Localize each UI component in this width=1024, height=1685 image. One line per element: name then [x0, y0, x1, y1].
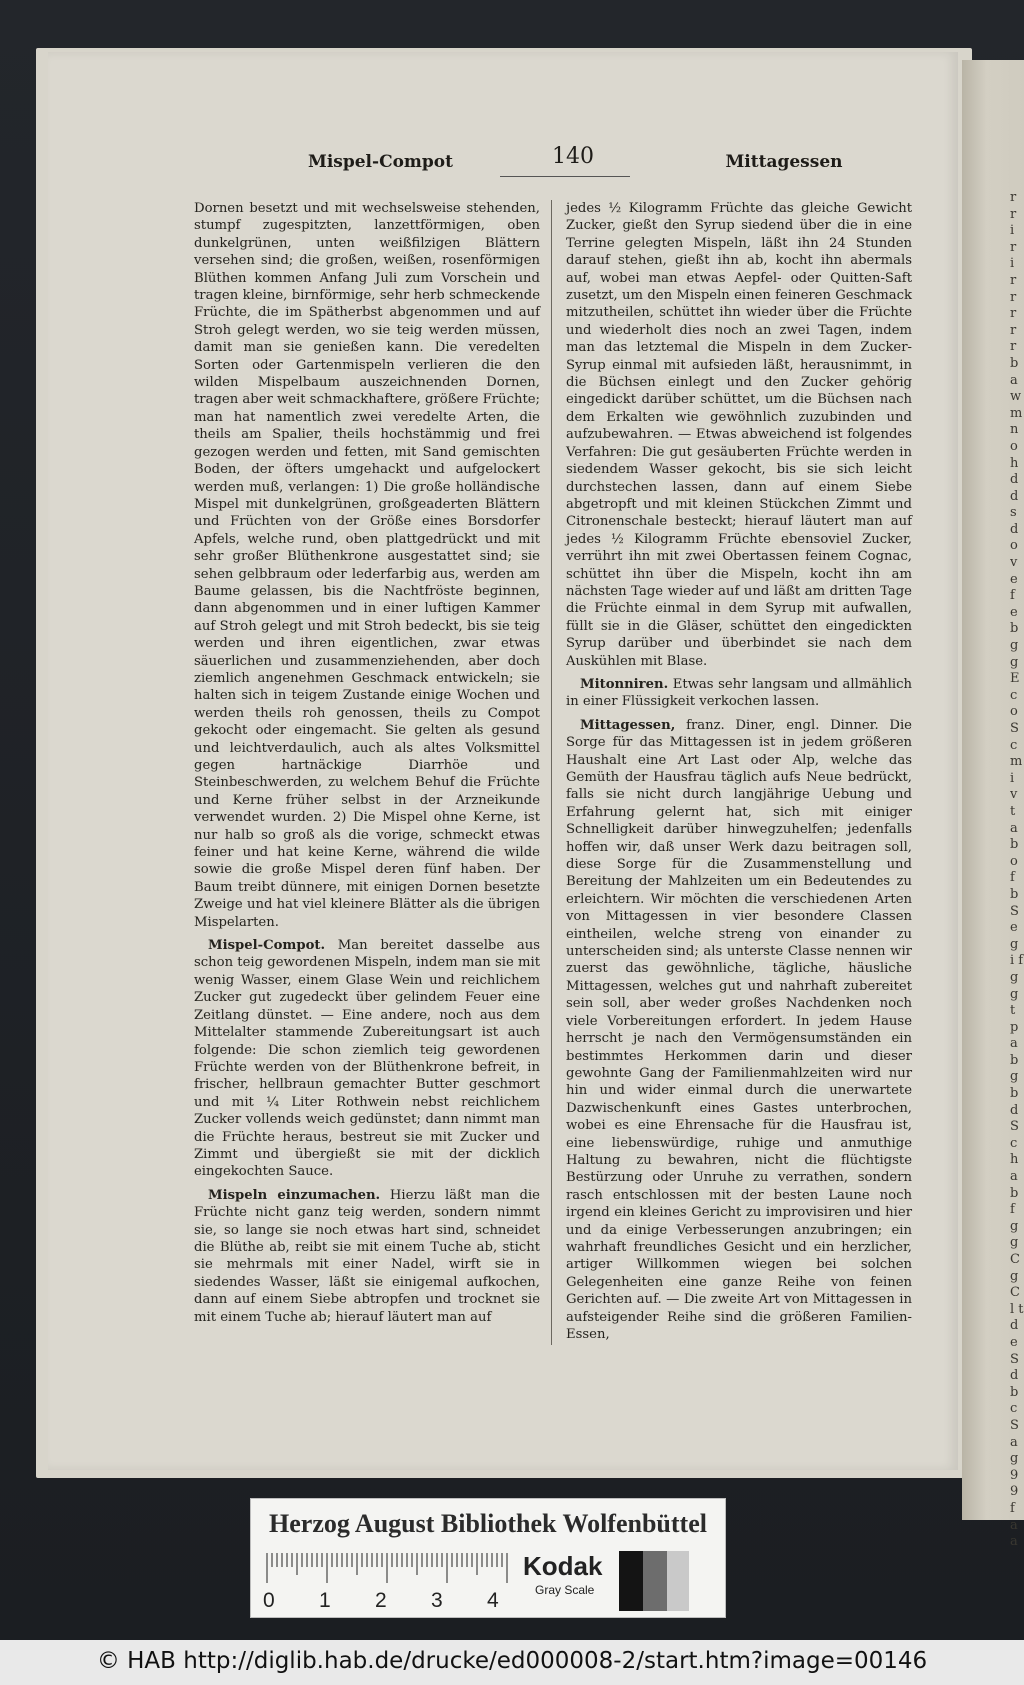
color-calibration-card: [250, 1498, 726, 1618]
running-head-right: Mittagessen: [725, 152, 843, 172]
column-divider: [551, 200, 552, 1345]
text-column-right: [566, 200, 912, 1349]
copyright-credit: © HAB http://diglib.hab.de/drucke/ed000008-2/start.htm?image=00146: [96, 1648, 928, 1674]
gray-swatch-black: [619, 1551, 643, 1611]
lemma-heading: Mitonniren.: [580, 676, 669, 692]
gray-scale-label: Gray Scale: [535, 1583, 595, 1597]
paragraph-text: Hierzu läßt man die Früchte nicht ganz teig werden, sondern nimmt sie, so lange sie noch etwas hart sind, schneidet die Blüthe ab, reibt sie mit einem Tuche ab, sticht sie mehrmals mit einer Nadel, wirft sie in siedendes Wasser, läßt sie einigemal aufkochen, dann auf einem Siebe abtropfen und trocknet sie mit einem Tuche ab; hierauf läutert man auf: [194, 1187, 540, 1325]
gray-swatch-light: [667, 1551, 689, 1611]
lemma-heading: Mispel-Compot.: [208, 938, 326, 954]
facing-page-edge: [962, 60, 1024, 1550]
ruler-number: 2: [375, 1589, 387, 1612]
footer-bar: [0, 1640, 1024, 1685]
ruler-number: 3: [431, 1589, 443, 1612]
paragraph: jedes ½ Kilogramm Früchte das gleiche Gewicht Zucker, gießt den Syrup siedend über die in eine Terrine gelegten Mispeln, läßt ihn 24 Stunden darauf stehen, gießt ihn ab, kocht ihn abermals auf, wobei man etwas Aepfel- oder Quitten-Saft zusetzt, um den Mispeln einen feineren Geschmack mitzutheilen, schüttet ihn wieder über die Früchte und wiederholt dies noch an zwei Tagen, indem man das letztemal die Mispeln in dem Zucker-Syrup einmal mit aufsieden läßt, herausnimmt, in die Büchsen einlegt und den Zucker gehörig eingedickt darüber schüttet, um die Büchsen nach dem Erkalten wie gewöhnlich zuzubinden und aufzubewahren. — Etwas abweichend ist folgendes Verfahren: Die gut gesäuberten Früchte werden in siedendem Wasser gekocht, bis sie sich leicht durchstechen lassen, dann auf einem Siebe abgetropft und mit kleinen Stückchen Zimmt und Citronenschale besteckt; hierauf läutert man auf jedes ½ Kilogramm Früchte ebensoviel Zucker, verrührt ihn mit zwei Obertassen feinem Cognac, schüttet ihn über die Mispeln, kocht ihn am nächsten Tage wieder auf und läßt am dritten Tage die Früchte einmal in dem Syrup mit aufwallen, füllt sie in die Gläser, schüttet den eingedickten Syrup darüber und überbindet sie nach dem Auskühlen mit Blase.: [566, 201, 912, 669]
lemma-heading: Mispeln einzumachen.: [208, 1187, 381, 1203]
paragraph-mispel-compot: [194, 937, 540, 1181]
paragraph-mittagessen: [566, 717, 912, 1344]
paragraph: Dornen besetzt und mit wechselsweise stehenden, stumpf zugespitzten, lanzettförmigen, oben dunkelgrünen, unten weißfilzigen Blättern versehen sind; die großen, weißen, rosenförmigen Blüthen kommen Anfang Juli zum Vorschein und tragen kleine, birnförmige, sehr herb schmeckende Früchte, die im Spätherbst abgenommen und auf Stroh gelegt werden, wo sie teig werden müssen, damit man sie genießen kann. Die veredelten Sorten oder Gartenmispeln verlieren die den wilden Mispelbaum auszeichnenden Dornen, tragen aber weit schmackhaftere, größere Früchte; man hat namentlich zwei veredelte Arten, die theils am Spalier, theils hochstämmig und frei gezogen werden und fetten, mit Sand gemischten Boden, der öfters umgehackt und aufgelockert werden muß, verlangen: 1) Die große holländische Mispel mit dunkelgrünen, großgeaderten Blättern und Früchten von der Größe eines Borsdorfer Apfels, welche rund, oben plattgedrückt und mit sehr großer Blüthenkrone ausgestattet sind; sie sehen gelbbraum oder lederfarbig aus, werden am Baume gelassen, bis die Nachtfröste beginnen, dann abgenommen und in einer luftigen Kammer auf Stroh gelegt und mit Stroh bedeckt, bis sie teig werden und ihren eigentlichen, zwar etwas säuerlichen und zusammenziehenden, aber doch ziemlich angenehmen Geschmack entwickeln; sie halten sich in teigem Zustande einige Wochen und werden theils roh genossen, theils zu Compot gekocht oder eingemacht. Sie gelten als gesund und leichtverdaulich, auch als altes Volksmittel gegen hartnäckige Diarrhöe und Steinbeschwerden, zu welchem Behuf die Früchte und Kerne früher selbst in der Arzneikunde verwendet wurden. 2) Die Mispel ohne Kerne, ist nur halb so groß als die vorige, schmeckt etwas feiner und hat keine Kerne, während die wilde sowie die große Mispel deren fünf haben. Der Baum treibt dünnere, mit einigen Dornen besetzte Zweige und hat viel kleinere Blätter als die übrigen Mispelarten.: [194, 201, 540, 930]
paragraph-text: franz. Diner, engl. Dinner. Die Sorge für das Mittagessen ist in jedem größeren Haushalt eine Art Last oder Alp, welche das Gemüth der Hausfrau täglich aufs Neue bedrückt, falls sie nicht durch langjährige Uebung und Erfahrung gelernt hat, sich mit einiger Schnelligkeit darüber hinwegzuhelfen; jedenfalls hoffen wir, daß unser Werk dazu beitragen soll, diese Sorge für die Zusammenstellung und Bereitung der Mahlzeiten um ein Bedeutendes zu erleichtern. Wir möchten die verschiedenen Arten von Mittagessen in vier besondere Classen eintheilen, welche streng von einander zu unterscheiden sind; als unterste Classe nennen wir zuerst das gewöhnliche, tägliche, häusliche Mittagessen, welches gut und nahrhaft zubereitet sein soll, aber weder großes Nachdenken noch viele Vorbereitungen erfordert. In jedem Hause herrscht je nach den Vermögensumständen ein bestimmtes Herkommen darin und dieser gewohnte Gang der Familienmahlzeiten wird nur hin und wider einmal durch die unerwartete Dazwischenkunft eines Gastes unterbrochen, wobei es eine Ehrensache für die Hausfrau ist, eine liebenswürdige, ruhige und anmuthige Haltung zu bewahren, nicht die flüchtigste Bestürzung oder Unruhe zu verrathen, sondern rasch entschlossen mit der besten Laune noch irgend ein kleines Gericht zu improvisiren und hier und da einige Verbesserungen anzubringen; ein wahrhaft freundliches Gesicht und ein herzlicher, artiger Willkommen wiegen bei solchen Gelegenheiten eine ganze Reihe von feinen Gerichten auf. — Die zweite Art von Mittagessen in aufsteigender Reihe sind die größeren Familien-Essen,: [566, 717, 912, 1342]
kodak-logo: Kodak: [523, 1551, 603, 1581]
page-number: 140: [552, 144, 594, 169]
facing-page-text: r r i r i r r r r r b a w m n o h d d s d o v e f e b g g E c o S c m i v t a b o f b S e g i f g g t p a b g b d Sch a b f g g C g C l t d e S d b c S a g 9 9 f a a: [1010, 190, 1024, 1550]
paragraph-mispeln-einmachen: [194, 1187, 540, 1326]
paragraph-mitonniren: [566, 676, 912, 711]
scale-ruler: [263, 1549, 513, 1613]
running-head-left: Mispel-Compot: [308, 152, 453, 172]
text-column-left: [194, 200, 540, 1332]
gray-swatch-dark: [643, 1551, 667, 1611]
book-page: [48, 52, 958, 1470]
header-rule: [500, 176, 630, 177]
paragraph-text: Etwas sehr langsam und allmählich in einer Flüssigkeit verkochen lassen.: [566, 676, 912, 710]
paragraph-text: Man bereitet dasselbe aus schon teig gewordenen Mispeln, indem man sie mit wenig Wasser, einem Glase Wein und reichlichem Zucker gut zugedeckt über gelindem Feuer eine Zeitlang dünstet. — Eine andere, noch aus dem Mittelalter stammende Zubereitungsart ist auch folgende: Die schon ziemlich teig gewordenen Früchte werden von der Blüthenkrone befreit, in frischer, hellbraun gemachter Butter geschmort und mit ¼ Liter Rothwein nebst reichlichem Zucker vollends weich gedünstet; dann nimmt man die Früchte heraus, bestreut sie mit Zucker und Zimmt und übergießt sie mit der dicklich eingekochten Sauce.: [194, 938, 540, 1180]
ruler-number: 4: [487, 1589, 499, 1612]
ruler-number: 0: [263, 1589, 275, 1612]
lemma-heading: Mittagessen,: [580, 717, 676, 733]
library-name: Herzog August Bibliothek Wolfenbüttel: [269, 1509, 707, 1538]
ruler-number: 1: [319, 1589, 331, 1612]
